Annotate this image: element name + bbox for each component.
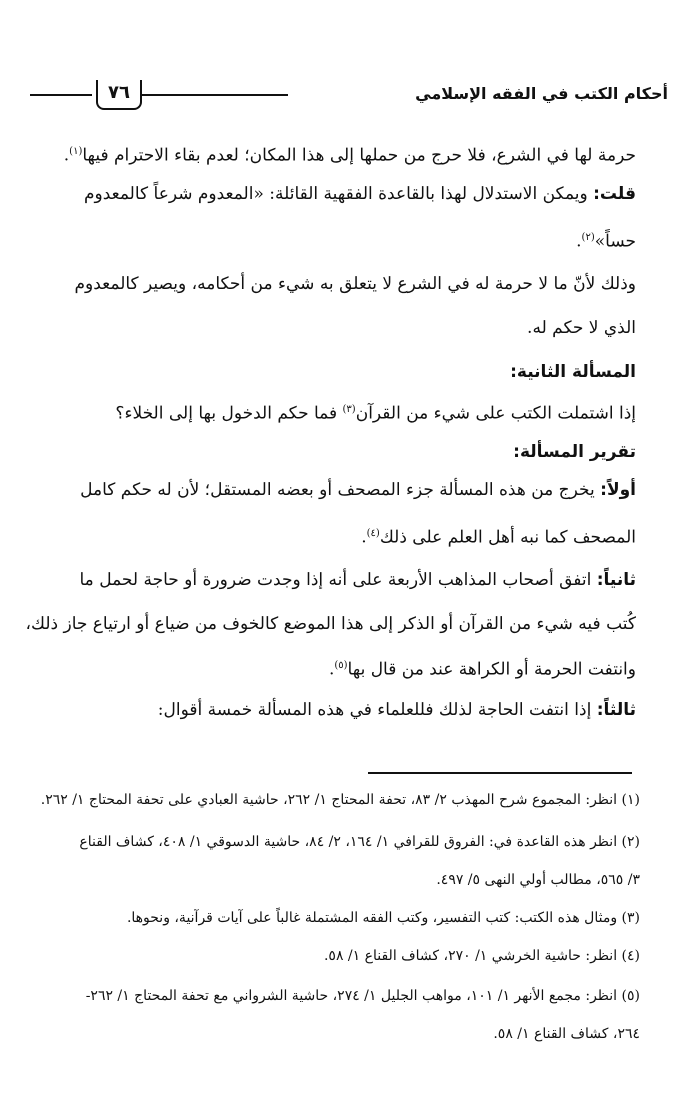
text: إذا انتفت الحاجة لذلك فللعلماء في هذه المسألة خمسة أقوال: <box>157 700 597 720</box>
footnote-3: (٣) ومثال هذه الكتب: كتب التفسير، وكتب الفقه المشتملة غالباً على آيات قرآنية، ونحوها. <box>126 910 640 926</box>
text: اتفق أصحاب المذاهب الأربعة على أنه إذا وجدت ضرورة أو حاجة لحمل ما <box>79 570 597 590</box>
text-line-14 <box>58 698 636 722</box>
page-number: ٧٦ <box>96 80 142 110</box>
text: إذا اشتملت الكتب على شيء من القرآن <box>355 403 636 424</box>
text-line-13 <box>58 654 636 682</box>
text: ويمكن الاستدلال لهذا بالقاعدة الفقهية القائلة: «المعدوم شرعاً كالمعدوم <box>83 184 594 204</box>
text-line-7 <box>58 398 636 426</box>
footnote-ref: (١) <box>69 146 83 157</box>
text-line-5 <box>58 316 636 340</box>
footnote-1: (١) انظر: المجموع شرح المهذب ٢/ ٨٣، تحفة المحتاج ١/ ٢٦٢، حاشية العبادي على تحفة المحتاج ١/ ٢٦٢. <box>40 792 640 808</box>
text-line-10 <box>58 522 636 550</box>
section-heading: المسألة الثانية: <box>510 362 636 382</box>
lead-word: ثانياً: <box>596 570 636 590</box>
subsection-heading: تقرير المسألة: <box>513 442 636 462</box>
text: وانتفت الحرمة أو الكراهة عند من قال بها <box>347 659 636 680</box>
header-rule-left <box>30 94 92 96</box>
text-line-11 <box>58 568 636 592</box>
footnote-separator <box>368 772 632 774</box>
text: . <box>361 527 367 548</box>
text: . <box>328 659 335 680</box>
text-line-3 <box>58 226 636 254</box>
footnote-2-cont: ٣/ ٥٦٥، مطالب أولي النهى ٥/ ٤٩٧. <box>436 872 640 888</box>
text: . <box>63 145 70 166</box>
text: كُتب فيه شيء من القرآن أو الذكر إلى هذا الموضع كالخوف من ضياع أو ارتياع جاز ذلك، <box>25 614 636 634</box>
footnote-ref: (٢) <box>581 232 595 243</box>
footnote-5-cont: ٢٦٤، كشاف القناع ١/ ٥٨. <box>493 1026 640 1042</box>
text: وذلك لأنّ ما لا حرمة له في الشرع لا يتعلق به شيء من أحكامه، ويصير كالمعدوم <box>74 274 636 294</box>
text-line-9 <box>58 478 636 502</box>
lead-word: قلت: <box>593 184 636 204</box>
text-line-12 <box>25 612 636 636</box>
text: حرمة لها في الشرع، فلا حرج من حملها إلى هذا المكان؛ لعدم بقاء الاحترام فيها <box>82 145 636 166</box>
text: يخرج من هذه المسألة جزء المصحف أو بعضه المستقل؛ لأن له حكم كامل <box>80 480 601 500</box>
footnote-2: (٢) انظر هذه القاعدة في: الفروق للقرافي ١/ ١٦٤، ٢/ ٨٤، حاشية الدسوقي ١/ ٤٠٨، كشاف القناع <box>79 834 640 850</box>
text: حساً» <box>594 231 636 252</box>
text-line-4 <box>58 272 636 296</box>
footnote-ref: (٣) <box>342 404 356 415</box>
running-title: أحكام الكتب في الفقه الإسلامي <box>415 84 668 103</box>
text: الذي لا حكم له. <box>527 318 636 338</box>
text-line-1 <box>58 140 636 168</box>
header-rule <box>142 94 288 96</box>
footnote-5: (٥) انظر: مجمع الأنهر ١/ ١٠١، مواهب الجليل ١/ ٢٧٤، حاشية الشرواني مع تحفة المحتاج ١/ ٢٦٢- <box>85 988 640 1004</box>
text: فما حكم الدخول بها إلى الخلاء؟ <box>115 403 343 424</box>
page-header <box>30 78 668 118</box>
lead-word: ثالثاً: <box>596 700 636 720</box>
footnote-ref: (٤) <box>366 528 380 539</box>
text-line-2 <box>58 182 636 206</box>
text: المصحف كما نبه أهل العلم على ذلك <box>379 527 636 548</box>
footnote-4: (٤) انظر: حاشية الخرشي ١/ ٢٧٠، كشاف القناع ١/ ٥٨. <box>323 948 640 964</box>
text: . <box>576 231 582 252</box>
footnote-ref: (٥) <box>334 660 348 671</box>
lead-word: أولاً: <box>600 480 636 500</box>
